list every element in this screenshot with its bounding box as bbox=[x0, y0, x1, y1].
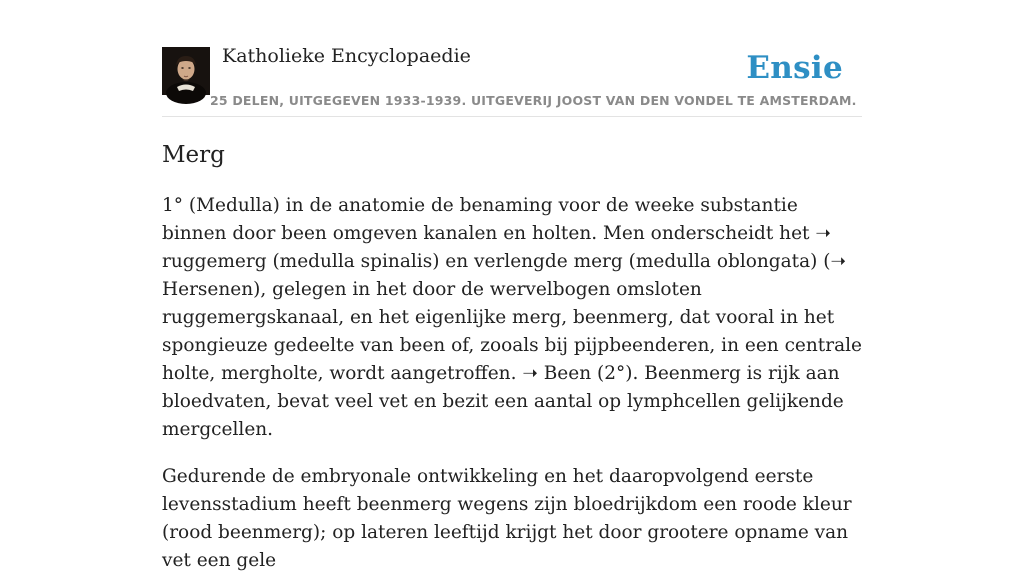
source-header bbox=[162, 44, 862, 117]
ensie-logo[interactable]: Ensie bbox=[746, 50, 843, 86]
article bbox=[162, 140, 862, 575]
paragraph-text: (medulla spinalis) en verlengde merg (medulla oblongata) ( bbox=[266, 251, 831, 272]
paragraph-text: (2°). Beenmerg is rijk aan bloedvaten, bevat veel vet en bezit een aantal op lymphcellen gelijkende mergcellen. bbox=[162, 363, 844, 440]
article-headword: Merg bbox=[162, 142, 225, 168]
portrait-avatar-icon bbox=[162, 47, 210, 95]
article-paragraph-1 bbox=[162, 192, 862, 444]
article-paragraph-2: Gedurende de embryonale ontwikkeling en het daaropvolgend eerste levensstadium heeft beenmerg wegens zijn bloedrijkdom een roode kleur (rood beenmerg); op lateren leeftijd krijgt het door grootere opname van vet een gele bbox=[162, 466, 852, 571]
paragraph-text: 1° (Medulla) in de anatomie de benaming voor de weeke substantie binnen door been omgeven kanalen en holten. Men onderscheidt het bbox=[162, 195, 816, 244]
source-avatar[interactable] bbox=[162, 47, 210, 95]
xref-ruggemerg-link[interactable]: ➝ ruggemerg bbox=[162, 223, 831, 272]
paragraph-text: ), gelegen in het door de wervelbogen omsloten ruggemergskanaal, en het eigenlijke merg, beenmerg, dat vooral in het spongieuze gedeelte van been of, zooals bij pijpbeenderen, in een centrale holte, mergholte, wordt aangetroffen. bbox=[162, 279, 862, 384]
xref-hersenen-link[interactable]: ➝ Hersenen bbox=[162, 251, 846, 300]
xref-been-link[interactable]: ➝ Been bbox=[522, 363, 592, 384]
source-subtitle: 25 DELEN, UITGEGEVEN 1933-1939. UITGEVERIJ JOOST VAN DEN VONDEL TE AMSTERDAM. bbox=[210, 93, 857, 108]
source-title[interactable]: Katholieke Encyclopaedie bbox=[222, 45, 471, 67]
